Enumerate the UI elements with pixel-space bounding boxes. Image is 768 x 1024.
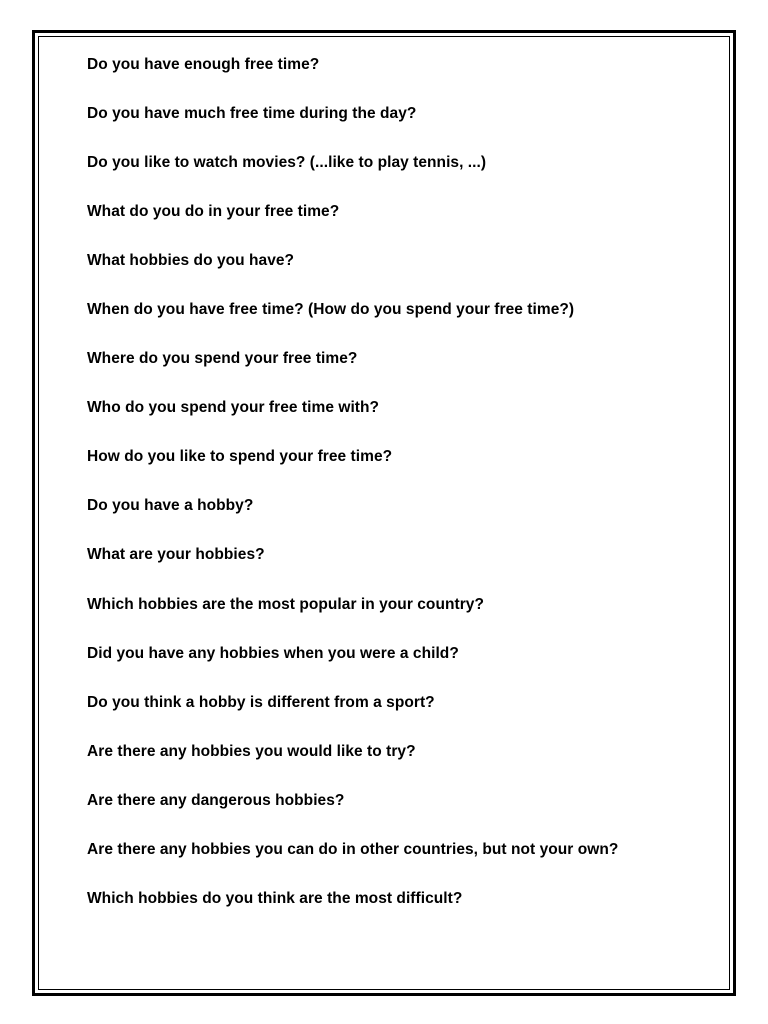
- question-item: Do you like to watch movies? (...like to play tennis, ...): [87, 154, 487, 172]
- question-item: What hobbies do you have?: [87, 252, 295, 270]
- question-item: Which hobbies are the most popular in your country?: [87, 595, 484, 613]
- question-item: Do you think a hobby is different from a sport?: [87, 693, 435, 711]
- question-item: When do you have free time? (How do you spend your free time?): [87, 301, 575, 319]
- question-item: Do you have a hobby?: [87, 497, 254, 515]
- question-item: Did you have any hobbies when you were a child?: [87, 644, 459, 662]
- question-item: What do you do in your free time?: [87, 203, 340, 221]
- question-item: Are there any dangerous hobbies?: [87, 791, 345, 809]
- question-item: How do you like to spend your free time?: [87, 448, 393, 466]
- question-item: Who do you spend your free time with?: [87, 399, 380, 417]
- question-item: What are your hobbies?: [87, 546, 265, 564]
- question-item: Are there any hobbies you would like to try?: [87, 742, 416, 760]
- question-item: Where do you spend your free time?: [87, 350, 358, 368]
- question-item: Do you have much free time during the day?: [87, 105, 417, 123]
- question-list: [87, 53, 618, 936]
- question-item: Which hobbies do you think are the most difficult?: [87, 889, 463, 907]
- question-item: Are there any hobbies you can do in other countries, but not your own?: [87, 840, 619, 858]
- question-item: Do you have enough free time?: [87, 56, 320, 73]
